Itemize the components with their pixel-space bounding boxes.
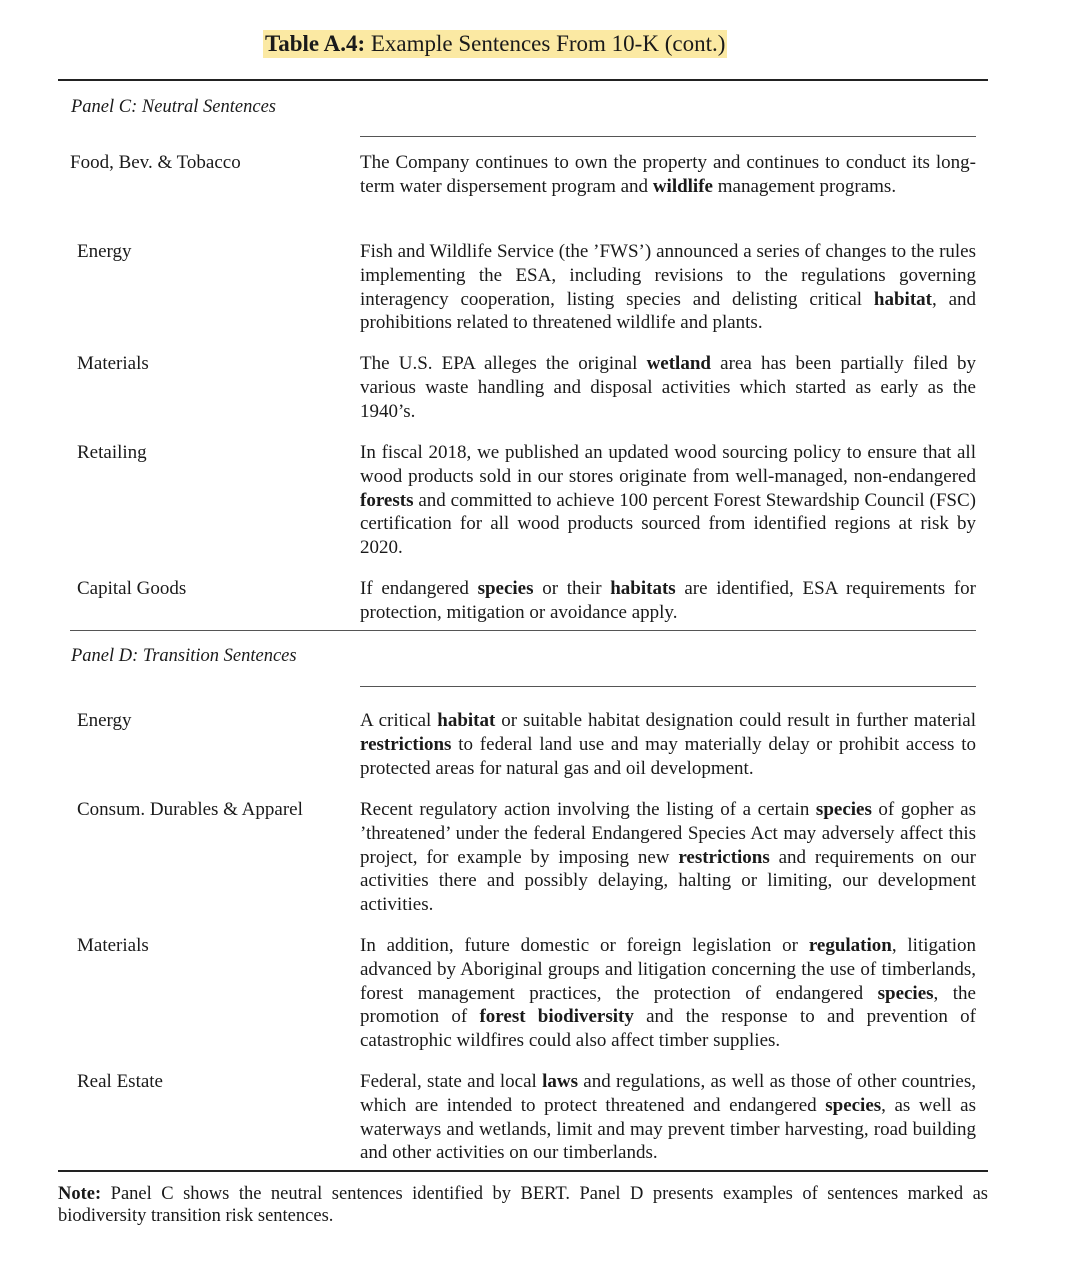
table-title [263, 30, 727, 58]
keyword: species [877, 982, 934, 1004]
panel-d-row-0-sentence [360, 709, 976, 780]
keyword: forest biodiversity [479, 1006, 634, 1028]
panel-c-header-rule [360, 136, 976, 137]
keyword: habitat [873, 288, 932, 310]
sentence-text: , as well as waterways and wetlands, limit and may prevent timber harvesting, road building and other activities on our timberlands. [360, 1094, 976, 1164]
bottom-rule [58, 1170, 988, 1172]
sentence-text: , the promotion of [360, 982, 976, 1028]
keyword: habitat [437, 710, 496, 731]
panel-d-row-2-industry: Materials [77, 935, 149, 956]
panel-c-row-1-industry: Energy [77, 241, 132, 262]
sentence-text: , and prohibitions related to threatened wildlife and plants. [360, 288, 977, 334]
panel-c-row-0-industry: Food, Bev. & Tobacco [70, 152, 241, 173]
sentence-text: and committed to achieve 100 percent Forest Stewardship Council (FSC) certification for all wood products sourced from identified regions at risk by 2020. [360, 489, 976, 559]
panel-d-label: Panel D: Transition Sentences [71, 646, 297, 666]
panel-c-row-4-industry: Capital Goods [77, 578, 187, 599]
keyword: regulation [808, 935, 892, 956]
keyword: habitats [610, 578, 676, 599]
sentence-text: or their [533, 578, 611, 599]
sentence-text: The U.S. EPA alleges the original [360, 353, 647, 374]
sentence-text: to federal land use and may materially delay or prohibit access to protected areas for natural gas and oil development. [360, 733, 976, 779]
sentence-text: In fiscal 2018, we published an updated wood sourcing policy to ensure that all wood products sold in our stores originate from well-managed, non-endangered [360, 442, 976, 487]
sentence-text: and the response to and prevention of catastrophic wildfires could also affect timber supplies. [360, 1006, 976, 1052]
panel-c-label: Panel C: Neutral Sentences [71, 97, 276, 117]
sentence-text: Fish and Wildlife Service (the ’FWS’) announced a series of changes to the rules implementing the ESA, including revisions to the regulations governing interagency cooperation, listing species and delisting critical [360, 241, 976, 310]
keyword: restrictions [360, 733, 452, 755]
sentence-text: , litigation advanced by Aboriginal groups and litigation concerning the use of timberlands, forest management practices, the protection of endangered [360, 935, 977, 1004]
sentence-text: If endangered [360, 578, 478, 599]
keyword: wildlife [652, 175, 713, 197]
panel-c-row-2-industry: Materials [77, 353, 149, 374]
panel-d-row-3-industry: Real Estate [77, 1071, 163, 1092]
top-rule [58, 79, 988, 81]
panel-d-row-2-sentence [360, 934, 976, 1053]
sentence-text: A critical [360, 710, 438, 731]
table-title-text: Example Sentences From 10-K (cont.) [370, 31, 726, 56]
panel-c-row-1-sentence [360, 240, 976, 335]
keyword: species [815, 799, 872, 820]
panel-d-header-rule [360, 686, 976, 687]
panel-d-row-1-industry: Consum. Durables & Apparel [77, 799, 303, 820]
sentence-text: of gopher as ’threatened’ under the federal Endangered Species Act may adversely affect this project, for example by imposing new [360, 799, 976, 868]
table-title-label: Table A.4: [265, 31, 366, 56]
sentence-text: and requirements on our activities there and possibly delaying, halting or limiting, our development activities. [360, 846, 976, 916]
note-label: Note: [58, 1184, 102, 1204]
sentence-text: Recent regulatory action involving the listing of a certain [360, 799, 816, 820]
panel-d-row-1-sentence [360, 798, 976, 917]
table-note [58, 1183, 988, 1227]
sentence-text: management programs. [712, 175, 897, 197]
keyword: wetland [646, 353, 711, 374]
panel-separator-rule [70, 630, 976, 631]
panel-c-row-2-sentence [360, 352, 976, 423]
sentence-text: Federal, state and local [360, 1071, 543, 1092]
note-text: Panel C shows the neutral sentences identified by BERT. Panel D presents examples of sentences marked as biodiversity transition risk sentences. [58, 1184, 989, 1226]
keyword: forests [360, 489, 414, 511]
sentence-text: or suitable habitat designation could result in further material [495, 710, 976, 731]
panel-c-row-3-sentence [360, 441, 976, 560]
keyword: species [825, 1094, 882, 1116]
sentence-text: In addition, future domestic or foreign legislation or [360, 935, 809, 956]
sentence-text: The Company continues to own the property and continues to conduct its long-term water dispersement program and [360, 152, 976, 197]
keyword: restrictions [678, 846, 770, 868]
panel-c-row-0-sentence [360, 151, 976, 199]
keyword: species [477, 578, 534, 599]
keyword: laws [542, 1071, 578, 1092]
sentence-text: are identified, ESA requirements for protection, mitigation or avoidance apply. [360, 578, 976, 623]
panel-d-row-3-sentence [360, 1070, 976, 1165]
panel-c-row-3-industry: Retailing [77, 442, 147, 463]
panel-d-row-0-industry: Energy [77, 710, 132, 731]
sentence-text: area has been partially filed by various waste handling and disposal activities which started as early as the 1940’s. [360, 353, 976, 422]
panel-c-row-4-sentence [360, 577, 976, 625]
sentence-text: and regulations, as well as those of other countries, which are intended to protect threatened and endangered [360, 1071, 977, 1116]
